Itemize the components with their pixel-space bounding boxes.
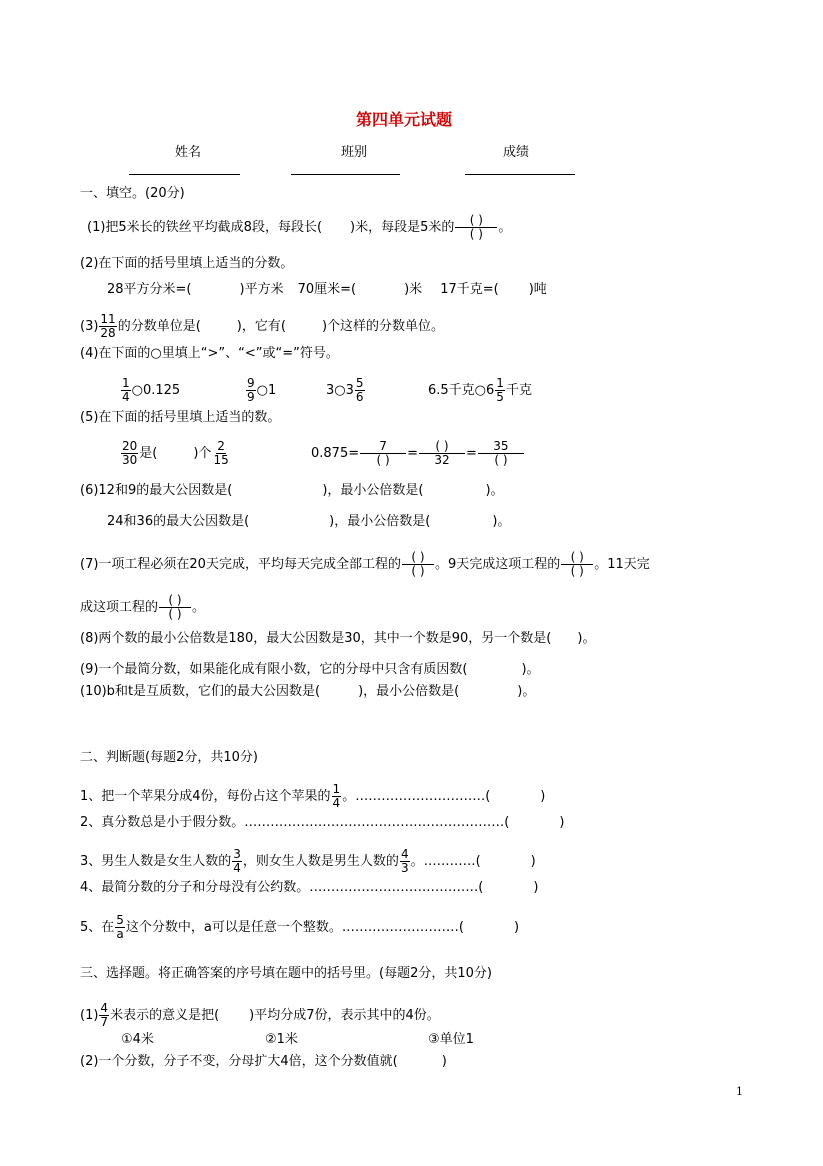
q4-e4-frac [495, 377, 505, 404]
judge-item-4 [80, 880, 538, 896]
j3-text-a: 3、男生人数是女生人数的 [80, 854, 232, 869]
q3-line [80, 313, 444, 340]
q5-g2-den: 32 [434, 453, 450, 467]
c1-text-a: (1) [80, 1008, 99, 1023]
q4-e1-frac [121, 377, 131, 404]
q7-frac2-num: ( ) [561, 551, 593, 565]
j1-text-b: 。…………………………( [342, 789, 491, 804]
q10-text-c: )。 [517, 684, 536, 699]
judge-item-1 [80, 783, 545, 810]
q9-text-a: (9)一个最简分数，如果能化成有限小数，它的分母中只含有质因数( [80, 662, 468, 677]
q4-e1-num: 1 [122, 376, 130, 390]
q3-text-b: 的分数单位是( [117, 319, 201, 334]
q5-g3-frac [478, 440, 524, 467]
q2-l5: 17千克=( [440, 282, 499, 297]
q5-line: (5)在下面的括号里填上适当的数。 [80, 410, 281, 425]
q7-frac3 [159, 594, 191, 621]
q3-fraction [99, 313, 116, 340]
q4-expr3 [326, 377, 366, 404]
c2-text-a: (2)一个分数，分子不变，分母扩大4倍，这个分数值就( [80, 1054, 398, 1069]
q5-expr2 [311, 440, 525, 467]
q7-frac2 [561, 551, 593, 578]
q6-text-f: )。 [492, 514, 511, 529]
q8-line [80, 631, 595, 647]
section2-heading: 二、判断题(每题2分，共10分) [80, 750, 258, 765]
j2-text-a: 2、真分数总是小于假分数。……………………………………………………( [80, 815, 510, 830]
q2-l3: 70厘米=( [297, 282, 357, 297]
score-label: 成绩 [503, 145, 530, 160]
j3-frac2 [400, 848, 410, 875]
q10-text-a: (10)b和t是互质数，它们的最大公因数是( [80, 684, 321, 699]
q7-line1 [80, 551, 650, 578]
j5-text-a: 5、在 [80, 920, 115, 935]
name-underline [129, 174, 240, 175]
name-label: 姓名 [175, 145, 202, 160]
q1-frac-den: ( ) [469, 227, 483, 241]
q4-line: (4)在下面的○里填上“>”、“<”或“=”符号。 [80, 346, 339, 361]
judge-item-2 [80, 815, 564, 831]
j4-text-c: ) [533, 880, 539, 895]
q4-e3-frac [355, 377, 365, 404]
q1-fraction [455, 214, 497, 241]
q3-text-d: )个这样的分数单位。 [321, 319, 445, 334]
q4-e3-num: 5 [355, 376, 364, 390]
class-underline [291, 174, 400, 175]
q5-eq2: = [466, 446, 477, 461]
c1-text-b: 米表示的意义是把( [110, 1008, 220, 1023]
judge-item-5 [80, 914, 519, 941]
q5-eq1: = [407, 446, 419, 461]
q5-g1-den: ( ) [376, 453, 390, 467]
q8-text-a: (8)两个数的最小公倍数是180，最大公因数是30，其中一个数是90，另一个数是( [80, 631, 552, 646]
section1-heading: 一、填空。(20分) [80, 186, 185, 201]
score-underline [465, 174, 575, 175]
j3-frac1 [232, 848, 242, 875]
q4-e2-frac [246, 377, 256, 404]
judge-item-3 [80, 848, 536, 875]
j5-text-b: 这个分数中，a可以是任意一个整数。………………………( [125, 920, 464, 935]
q5-f1-den: 30 [122, 453, 138, 467]
q7-text-d: 成这项工程的 [80, 600, 159, 615]
q5-g2-frac [419, 440, 465, 467]
q3-text-c: )，它有( [236, 319, 286, 334]
q4-e4-den: 5 [496, 390, 504, 404]
q6-line1 [80, 483, 504, 499]
q7-frac3-den: ( ) [168, 607, 182, 621]
choice-q1-option3: ③单位1 [428, 1032, 474, 1047]
j1-text-c: ) [540, 789, 546, 804]
q10-text-b: )，最小公倍数是( [358, 684, 460, 699]
q5-g-text: 0.875= [311, 446, 360, 461]
q10-line [80, 684, 535, 700]
q4-expr4 [428, 377, 532, 404]
q9-text-b: )。 [521, 662, 540, 677]
q4-expr2 [245, 377, 276, 404]
j2-text-c: ) [559, 815, 565, 830]
q3-frac-den: 28 [100, 326, 116, 340]
q5-f1-text-b: )个 [193, 446, 212, 461]
j5-frac-den: a [116, 927, 124, 941]
q7-frac3-num: ( ) [159, 594, 191, 608]
choice-q1-option1: ①4米 [121, 1032, 154, 1047]
q5-g3-den: ( ) [494, 453, 508, 467]
j3-text-b: ，则女生人数是男生人数的 [242, 854, 399, 869]
q6-text-b: )，最小公倍数是( [322, 483, 424, 498]
q4-e2-num: 9 [247, 376, 255, 390]
c2-text-b: ) [441, 1054, 447, 1069]
q2-l6: )吨 [528, 282, 547, 297]
q4-e4-text-a: 6.5千克○6 [428, 383, 495, 398]
q4-e2-den: 9 [247, 390, 255, 404]
q7-line2 [80, 594, 205, 621]
q1-line [87, 214, 511, 241]
q2-items [107, 282, 547, 298]
q5-f1-frac [121, 440, 138, 467]
j4-text-a: 4、最简分数的分子和分母没有公约数。…………………………………( [80, 880, 484, 895]
q8-text-b: )。 [577, 631, 596, 646]
j1-frac-den: 4 [332, 796, 341, 810]
j5-frac-num: 5 [116, 913, 124, 927]
q2-line: (2)在下面的括号里填上适当的分数。 [80, 256, 294, 271]
j3-frac1-num: 3 [233, 847, 241, 861]
q7-frac1-den: ( ) [411, 564, 425, 578]
q4-e4-text-b: 千克 [505, 383, 532, 398]
j1-frac [332, 783, 342, 810]
q2-l2: )平方米 [239, 282, 284, 297]
c1-frac-den: 7 [100, 1015, 109, 1029]
q4-e3-den: 6 [355, 390, 364, 404]
choice-q2 [80, 1054, 447, 1070]
q6-text-a: (6)12和9的最大公因数是( [80, 483, 233, 498]
q5-g1-num: 7 [360, 440, 406, 454]
q3-frac-num: 11 [100, 312, 116, 326]
q2-l1: 28平方分米=( [107, 282, 192, 297]
q5-f2-frac [212, 440, 229, 467]
section3-heading: 三、选择题。将正确答案的序号填在题中的括号里。(每题2分，共10分) [80, 966, 492, 981]
q7-text-b: 。9天完成这项工程的 [434, 557, 561, 572]
q1-text-b: )米，每段是5米的 [350, 220, 455, 235]
q9-line [80, 662, 540, 678]
j3-text-d: ) [530, 854, 536, 869]
j1-frac-num: 1 [332, 782, 341, 796]
q4-e4-num: 1 [496, 376, 504, 390]
page-number: 1 [736, 1085, 743, 1098]
q7-frac2-den: ( ) [570, 564, 584, 578]
q2-l4: )米 [404, 282, 423, 297]
j3-frac2-num: 4 [400, 847, 409, 861]
c1-frac [99, 1002, 109, 1029]
q4-e1-den: 4 [122, 390, 130, 404]
choice-q1-option2: ②1米 [265, 1032, 298, 1047]
q3-text-a: (3) [80, 319, 99, 334]
q1-text-c: 。 [498, 220, 512, 235]
q5-f2-num: 2 [217, 439, 225, 453]
q6-line2 [107, 514, 510, 530]
q5-g3-num: 35 [478, 440, 524, 454]
j5-text-c: ) [513, 920, 520, 935]
q5-g1-frac [360, 440, 406, 467]
q1-text-a: (1)把5米长的铁丝平均截成8段，每段长( [87, 220, 323, 235]
q7-text-a: (7)一项工程必须在20天完成，平均每天完成全部工程的 [80, 557, 401, 572]
choice-q1 [80, 1002, 440, 1029]
q5-f2-den: 15 [213, 453, 229, 467]
q4-e3-text: 3○3 [326, 383, 354, 398]
q5-expr1 [120, 440, 231, 467]
q7-text-e: 。 [192, 600, 206, 615]
j3-text-c: 。…………( [410, 854, 481, 869]
page-title: 第四单元试题 [356, 110, 453, 129]
q5-g2-num: ( ) [419, 440, 465, 454]
c1-text-c: )平均分成7份，表示其中的4份。 [249, 1008, 440, 1023]
c1-frac-num: 4 [100, 1001, 109, 1015]
q5-f1-text: 是( [139, 446, 158, 461]
q7-frac1-num: ( ) [402, 551, 434, 565]
j3-frac1-den: 4 [233, 861, 241, 875]
class-label: 班别 [341, 145, 368, 160]
j1-text-a: 1、把一个苹果分成4份，每份占这个苹果的 [80, 789, 331, 804]
q5-f1-num: 20 [122, 439, 138, 453]
j5-frac [115, 914, 125, 941]
q1-frac-num: ( ) [455, 214, 497, 228]
q6-text-e: )，最小公倍数是( [329, 514, 431, 529]
q4-expr1 [120, 377, 180, 404]
q7-text-c: 。11天完 [594, 557, 650, 572]
q4-e2-text: ○1 [256, 383, 277, 398]
q6-text-c: )。 [485, 483, 504, 498]
q4-e1-text: ○0.125 [131, 383, 181, 398]
j3-frac2-den: 3 [400, 861, 409, 875]
q6-text-d: 24和36的最大公因数是( [107, 514, 250, 529]
q7-frac1 [402, 551, 434, 578]
